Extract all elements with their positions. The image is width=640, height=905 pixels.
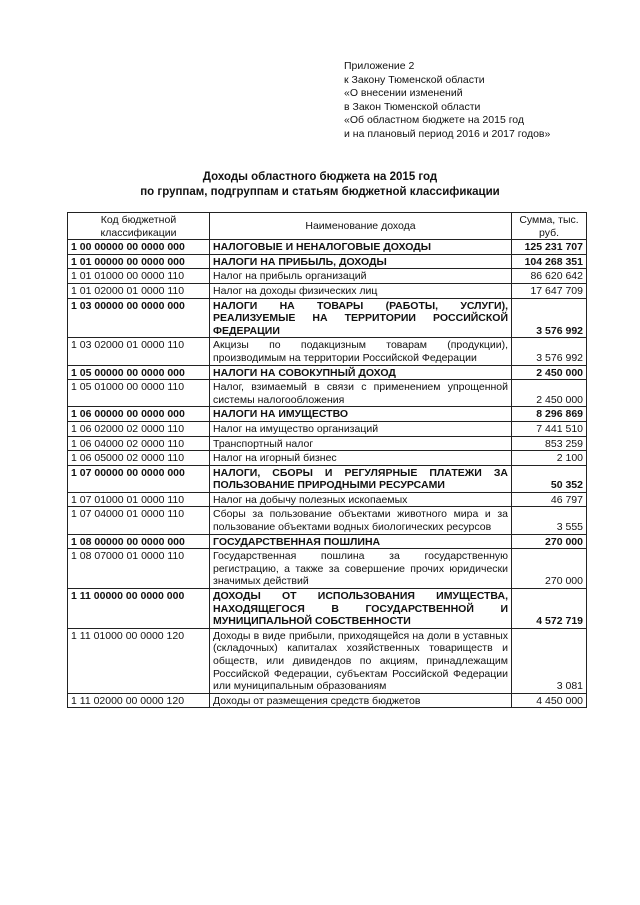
sum-cell: 17 647 709 — [512, 283, 587, 298]
sum-cell: 86 620 642 — [512, 269, 587, 284]
sum-cell: 270 000 — [512, 534, 587, 549]
code-cell: 1 11 01000 00 0000 120 — [68, 628, 210, 693]
name-cell: Доходы в виде прибыли, приходящейся на доли в уставных (складочных) капиталах хозяйственных товариществ и обществ, или дивидендов по акциям, принадлежащим Российской Федерации, субъектам Российской Федерации или муниципальным образованиям — [210, 628, 512, 693]
table-row — [68, 507, 587, 534]
code-cell: 1 05 00000 00 0000 000 — [68, 365, 210, 380]
annex-line: Приложение 2 — [344, 60, 415, 72]
table-row — [68, 365, 587, 380]
code-cell: 1 06 02000 02 0000 110 — [68, 421, 210, 436]
name-cell: Налог на игорный бизнес — [210, 451, 512, 466]
code-cell: 1 06 04000 02 0000 110 — [68, 436, 210, 451]
table-row — [68, 436, 587, 451]
title-line: по группам, подгруппам и статьям бюджетной классификации — [140, 186, 500, 198]
table-row — [68, 380, 587, 407]
table-row — [68, 628, 587, 693]
header-code: Код бюджетной классификации — [68, 213, 210, 240]
table-row — [68, 589, 587, 629]
sum-cell: 3 555 — [512, 507, 587, 534]
code-cell: 1 03 02000 01 0000 110 — [68, 338, 210, 365]
document-title — [0, 170, 640, 200]
code-cell: 1 11 00000 00 0000 000 — [68, 589, 210, 629]
annex-line: в Закон Тюменской области — [344, 100, 481, 113]
table-row — [68, 240, 587, 255]
table-row — [68, 254, 587, 269]
sum-cell: 2 450 000 — [512, 380, 587, 407]
sum-cell: 46 797 — [512, 492, 587, 507]
sum-cell: 50 352 — [512, 465, 587, 492]
table-row — [68, 534, 587, 549]
annex-line: «О внесении изменений — [344, 87, 463, 100]
name-cell: ГОСУДАРСТВЕННАЯ ПОШЛИНА — [210, 534, 512, 549]
sum-cell: 270 000 — [512, 549, 587, 589]
code-cell: 1 01 02000 01 0000 110 — [68, 283, 210, 298]
code-cell: 1 01 00000 00 0000 000 — [68, 254, 210, 269]
name-cell: Налог на добычу полезных ископаемых — [210, 492, 512, 507]
sum-cell: 8 296 869 — [512, 407, 587, 422]
code-cell: 1 03 00000 00 0000 000 — [68, 298, 210, 338]
sum-cell: 4 572 719 — [512, 589, 587, 629]
sum-cell: 3 576 992 — [512, 298, 587, 338]
name-cell: НАЛОГОВЫЕ И НЕНАЛОГОВЫЕ ДОХОДЫ — [210, 240, 512, 255]
table-row — [68, 693, 587, 708]
sum-cell: 125 231 707 — [512, 240, 587, 255]
table-row — [68, 298, 587, 338]
code-cell: 1 00 00000 00 0000 000 — [68, 240, 210, 255]
table-row — [68, 451, 587, 466]
table-row — [68, 421, 587, 436]
code-cell: 1 08 00000 00 0000 000 — [68, 534, 210, 549]
header-name: Наименование дохода — [210, 213, 512, 240]
sum-cell: 7 441 510 — [512, 421, 587, 436]
table-row — [68, 283, 587, 298]
name-cell: ДОХОДЫ ОТ ИСПОЛЬЗОВАНИЯ ИМУЩЕСТВА, НАХОДЯЩЕГОСЯ В ГОСУДАРСТВЕННОЙ И МУНИЦИПАЛЬНОЙ СОБСТВЕННОСТИ — [210, 589, 512, 629]
table-row — [68, 338, 587, 365]
title-line: Доходы областного бюджета на 2015 год — [202, 171, 438, 183]
annex-header — [344, 60, 634, 142]
name-cell: НАЛОГИ НА ПРИБЫЛЬ, ДОХОДЫ — [210, 254, 512, 269]
table-row — [68, 465, 587, 492]
code-cell: 1 07 04000 01 0000 110 — [68, 507, 210, 534]
name-cell: Налог на прибыль организаций — [210, 269, 512, 284]
table-row — [68, 269, 587, 284]
annex-line: и на плановый период 2016 и 2017 годов» — [344, 127, 551, 140]
code-cell: 1 07 01000 01 0000 110 — [68, 492, 210, 507]
table-row — [68, 492, 587, 507]
annex-line: «Об областном бюджете на 2015 год — [344, 114, 525, 127]
name-cell: Налог на имущество организаций — [210, 421, 512, 436]
name-cell: НАЛОГИ НА ТОВАРЫ (РАБОТЫ, УСЛУГИ), РЕАЛИЗУЕМЫЕ НА ТЕРРИТОРИИ РОССИЙСКОЙ ФЕДЕРАЦИИ — [210, 298, 512, 338]
revenue-table — [67, 212, 587, 708]
sum-cell: 4 450 000 — [512, 693, 587, 708]
code-cell: 1 06 05000 02 0000 110 — [68, 451, 210, 466]
sum-cell: 3 576 992 — [512, 338, 587, 365]
name-cell: Сборы за пользование объектами животного мира и за пользование объектами водных биологических ресурсов — [210, 507, 512, 534]
name-cell: НАЛОГИ НА СОВОКУПНЫЙ ДОХОД — [210, 365, 512, 380]
sum-cell: 2 450 000 — [512, 365, 587, 380]
sum-cell: 853 259 — [512, 436, 587, 451]
table-header-row — [68, 213, 587, 240]
name-cell: Транспортный налог — [210, 436, 512, 451]
name-cell: Налог, взимаемый в связи с применением упрощенной системы налогообложения — [210, 380, 512, 407]
code-cell: 1 11 02000 00 0000 120 — [68, 693, 210, 708]
name-cell: Акцизы по подакцизным товарам (продукции), производимым на территории Российской Федерации — [210, 338, 512, 365]
sum-cell: 2 100 — [512, 451, 587, 466]
code-cell: 1 01 01000 00 0000 110 — [68, 269, 210, 284]
code-cell: 1 08 07000 01 0000 110 — [68, 549, 210, 589]
table-body — [68, 240, 587, 708]
code-cell: 1 06 00000 00 0000 000 — [68, 407, 210, 422]
name-cell: НАЛОГИ НА ИМУЩЕСТВО — [210, 407, 512, 422]
name-cell: НАЛОГИ, СБОРЫ И РЕГУЛЯРНЫЕ ПЛАТЕЖИ ЗА ПОЛЬЗОВАНИЕ ПРИРОДНЫМИ РЕСУРСАМИ — [210, 465, 512, 492]
annex-line: к Закону Тюменской области — [344, 73, 485, 86]
sum-cell: 104 268 351 — [512, 254, 587, 269]
table-row — [68, 549, 587, 589]
name-cell: Государственная пошлина за государственную регистрацию, а также за совершение прочих юридически значимых действий — [210, 549, 512, 589]
name-cell: Налог на доходы физических лиц — [210, 283, 512, 298]
code-cell: 1 05 01000 00 0000 110 — [68, 380, 210, 407]
code-cell: 1 07 00000 00 0000 000 — [68, 465, 210, 492]
header-sum: Сумма, тыс. руб. — [512, 213, 587, 240]
sum-cell: 3 081 — [512, 628, 587, 693]
name-cell: Доходы от размещения средств бюджетов — [210, 693, 512, 708]
table-row — [68, 407, 587, 422]
